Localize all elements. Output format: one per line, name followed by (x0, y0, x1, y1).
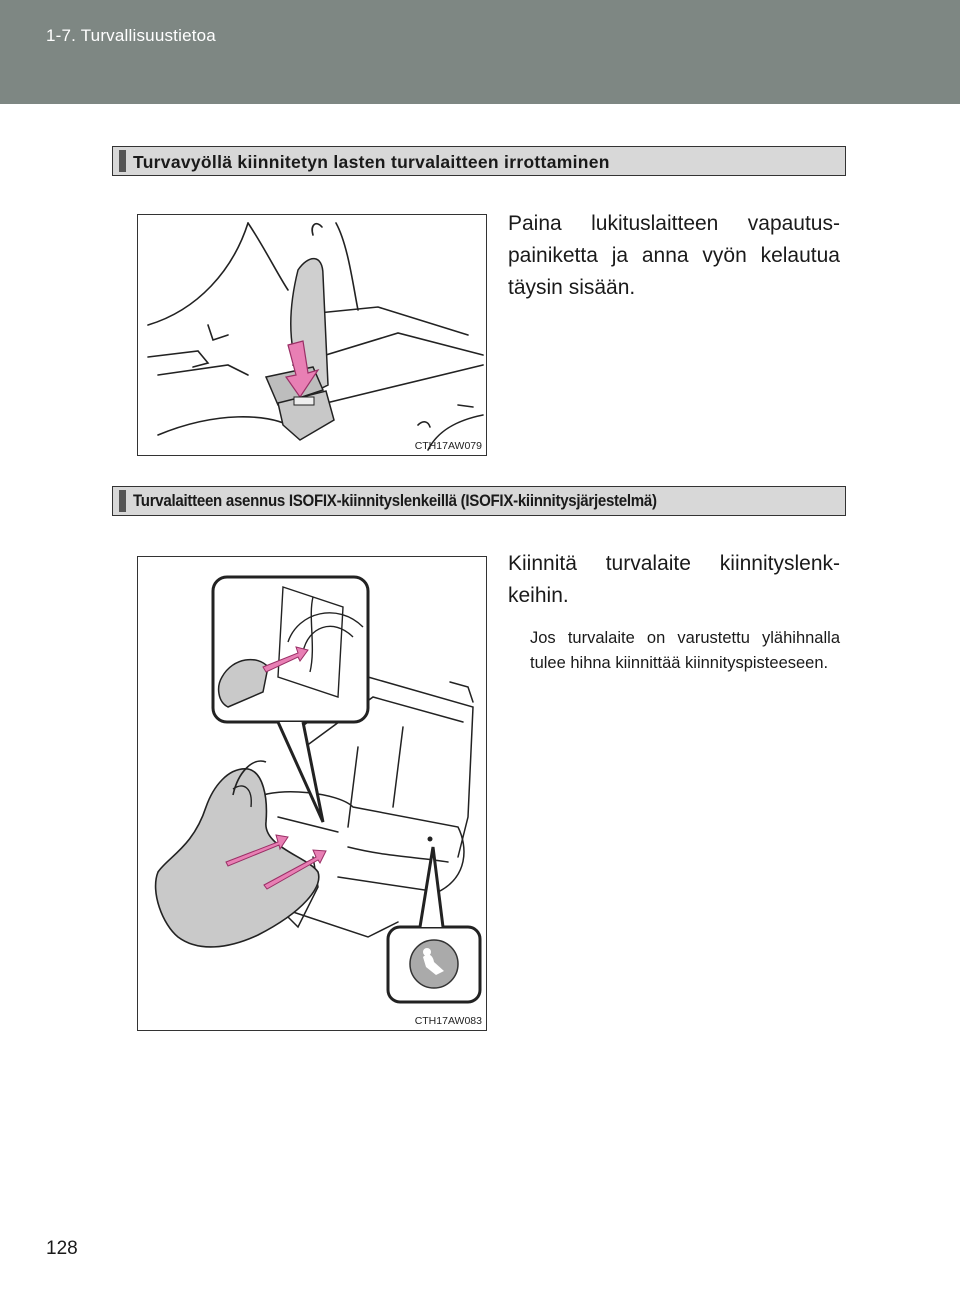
figure-code: CTH17AW079 (414, 440, 482, 452)
section-heading-isofix (112, 486, 846, 516)
illustration-buckle-release (137, 214, 487, 456)
section-heading-text: Turvavyöllä kiinnitetyn lasten turvalaitteen irrottaminen (133, 152, 610, 172)
heading-accent-bar (119, 490, 126, 512)
isofix-install-drawing (138, 557, 485, 1029)
chapter-title: 1-7. Turvallisuustietoa (46, 26, 216, 45)
heading-accent-bar (119, 150, 126, 172)
note-paragraph: Jos turvalaite on varustettu ylähihnalla tulee hihna kiinnittää kiinnityspisteeseen. (530, 629, 840, 672)
section-heading-remove-seat (112, 146, 846, 176)
chapter-header-bar (0, 0, 960, 104)
page-number: 128 (46, 1238, 78, 1259)
instruction-paragraph: Kiinnitä turvalaite kiinnityslenkkeihin. (508, 552, 840, 607)
illustration-isofix-install (137, 556, 487, 1031)
buckle-release-drawing (138, 215, 485, 454)
instruction-paragraph: Paina lukituslaitteen vapautuspainiketta ja anna vyön kelautua täysin sisään. (508, 212, 840, 299)
section-heading-text: Turvalaitteen asennus ISOFIX-kiinnityslenkeillä (ISOFIX-kiinnitysjärjestelmä) (133, 492, 657, 510)
figure-code: CTH17AW083 (414, 1015, 482, 1027)
